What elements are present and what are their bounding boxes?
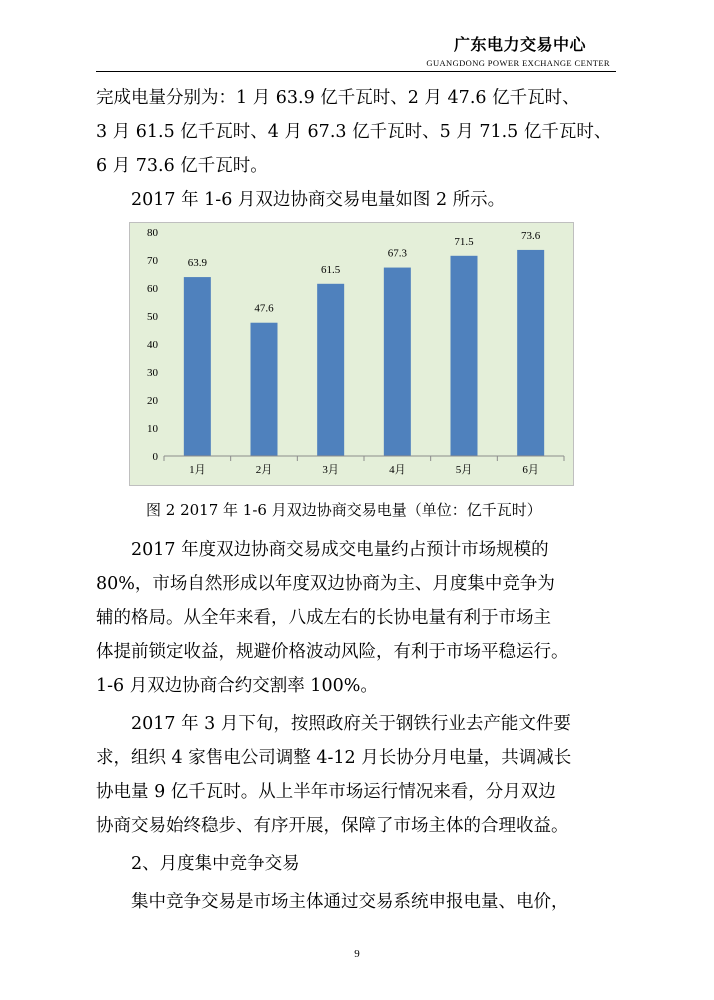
header-rule (96, 71, 616, 72)
header-subtitle: GUANGDONG POWER EXCHANGE CENTER (426, 58, 610, 68)
paragraph-line: 求，组织 4 家售电公司调整 4-12 月长协分月电量，共调减长 (96, 748, 572, 768)
paragraph-line: 体提前锁定收益，规避价格波动风险，有利于市场平稳运行。 (96, 642, 569, 662)
bar-data-label: 67.3 (387, 247, 407, 260)
y-tick-label: 60 (147, 283, 158, 295)
paragraph-line: 集中竞争交易是市场主体通过交易系统申报电量、电价， (131, 892, 569, 912)
paragraph-line: 辅的格局。从全年来看，八成左右的长协电量有利于市场主 (96, 608, 551, 628)
y-tick-label: 80 (147, 227, 158, 239)
header-title: 广东电力交易中心 (453, 35, 586, 54)
bar (251, 323, 278, 456)
x-tick-label: 2月 (255, 464, 273, 476)
paragraph-line: 协电量 9 亿千瓦时。从上半年市场运行情况来看，分月双边 (96, 782, 556, 802)
paragraph-line: 3 月 61.5 亿千瓦时、4 月 67.3 亿千瓦时、5 月 71.5 亿千瓦时、 (96, 122, 612, 142)
paragraph-line: 2017 年度双边协商交易成交电量约占预计市场规模的 (131, 540, 549, 560)
y-tick-label: 40 (147, 339, 158, 351)
paragraph-line: 完成电量分别为：1 月 63.9 亿千瓦时、2 月 47.6 亿千瓦时、 (96, 88, 580, 108)
y-tick-label: 20 (147, 395, 158, 407)
bar (184, 277, 211, 456)
y-tick-label: 30 (147, 367, 158, 379)
bar-chart (130, 223, 573, 485)
y-tick-label: 10 (147, 423, 158, 435)
bar-data-label: 71.5 (454, 235, 474, 248)
x-tick-label: 5月 (455, 464, 473, 476)
x-tick-label: 3月 (322, 464, 339, 476)
x-tick-label: 6月 (522, 464, 539, 476)
bars (184, 230, 544, 456)
y-tick-label: 50 (147, 311, 158, 323)
bar-data-label: 47.6 (254, 302, 274, 315)
bar (384, 268, 411, 456)
bar (451, 256, 478, 456)
bar-data-label: 63.9 (187, 257, 207, 270)
y-axis (147, 227, 159, 463)
page-number: 9 (354, 948, 360, 960)
paragraph-line: 80%，市场自然形成以年度双边协商为主、月度集中竞争为 (96, 574, 555, 594)
section-heading: 2、月度集中竞争交易 (131, 854, 300, 874)
bar (317, 284, 344, 456)
bar (517, 250, 544, 456)
figure-caption: 图 2 2017 年 1-6 月双边协商交易电量（单位：亿千瓦时） (146, 501, 542, 519)
bar-data-label: 73.6 (521, 229, 541, 242)
x-tick-label: 4月 (389, 464, 406, 476)
chart-container (129, 222, 574, 486)
x-tick-label: 1月 (189, 464, 206, 476)
bar-data-label: 61.5 (321, 263, 341, 276)
y-tick-label: 0 (152, 451, 158, 463)
paragraph-line: 协商交易始终稳步、有序开展，保障了市场主体的合理收益。 (96, 816, 569, 836)
paragraph-line: 6 月 73.6 亿千瓦时。 (96, 156, 268, 176)
paragraph-line: 2017 年 3 月下旬，按照政府关于钢铁行业去产能文件要 (131, 714, 571, 734)
x-axis (164, 456, 564, 476)
paragraph-line: 2017 年 1-6 月双边协商交易电量如图 2 所示。 (131, 190, 506, 210)
y-tick-label: 70 (147, 255, 158, 267)
paragraph-line: 1-6 月双边协商合约交割率 100%。 (96, 676, 378, 696)
